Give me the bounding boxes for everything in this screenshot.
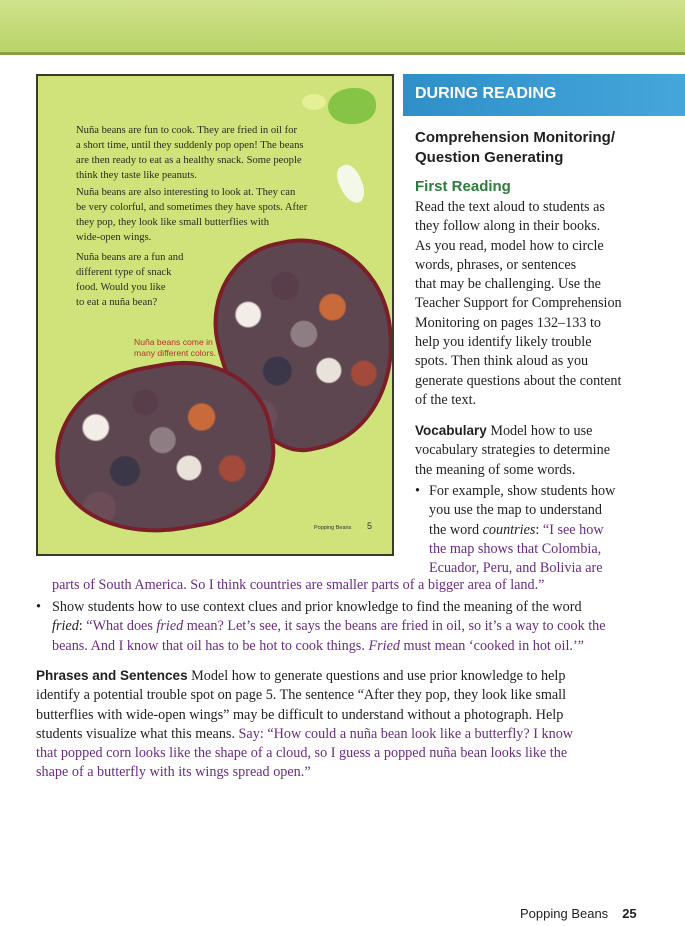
phrases-sentences-paragraph: Phrases and Sentences Model how to generate questions and use prior knowledge to help identify a potential trouble spot on page 5. The sentence “After they pop, they look like small butterflies with wide-open wings” may be difficult to understand without a photograph. Help students visualize what this means. Say: “How could a nuña bean look like a butterfly? I know that popped corn looks like the shape of a cloud, so I guess a popped nuña bean looks like the shape of a butterfly with its wings spread open.”: [36, 668, 574, 781]
page-footer: [520, 906, 637, 921]
green-blob-decoration: [328, 88, 376, 124]
book-page-number: 5: [367, 521, 373, 531]
book-page-image: [36, 74, 394, 556]
phrases-label: Phrases and Sentences: [36, 668, 188, 683]
subheading: First Reading: [415, 178, 511, 195]
section-heading: Comprehension Monitoring/ Question Generating: [415, 129, 615, 166]
book-footer-title: Popping Beans: [314, 525, 352, 531]
photo-caption: Nuña beans come in many different colors.: [134, 337, 216, 358]
page-number: 25: [622, 906, 637, 921]
vocabulary-bullet-1-continued: parts of South America. So I think countries are smaller parts of a bigger area of land.”: [52, 577, 545, 593]
book-paragraph-1: Nuña beans are fun to cook. They are fried in oil for a short time, until they suddenly pop open! The beans are then ready to eat as a healthy snack. Some people think they taste like peanuts.: [76, 125, 304, 181]
footer-title: Popping Beans: [520, 906, 609, 921]
top-decorative-band: [0, 0, 685, 55]
banner-title: DURING READING: [415, 85, 557, 102]
book-paragraph-2: Nuña beans are also interesting to look at. They can be very colorful, and sometimes they have spots. After they pop, they look like small butterflies with wide-open wings.: [76, 187, 308, 243]
first-reading-paragraph: Read the text aloud to students as they follow along in their books. As you read, model how to circle words, phrases, or sentences that may be challenging. Use the Teacher Support for Comprehension Monitoring on pages 132–133 to help you identify likely trouble spots. Then think aloud as you generate questions about the content of the text.: [415, 199, 622, 408]
book-paragraph-3: Nuña beans are a fun and different type of snack food. Would you like to eat a nuña bean?: [76, 252, 184, 308]
vocabulary-paragraph: Vocabulary Model how to use vocabulary strategies to determine the meaning of some words.: [415, 423, 611, 478]
light-blob-decoration: [302, 94, 326, 110]
section-banner: [403, 74, 685, 116]
vocabulary-label: Vocabulary: [415, 423, 487, 438]
